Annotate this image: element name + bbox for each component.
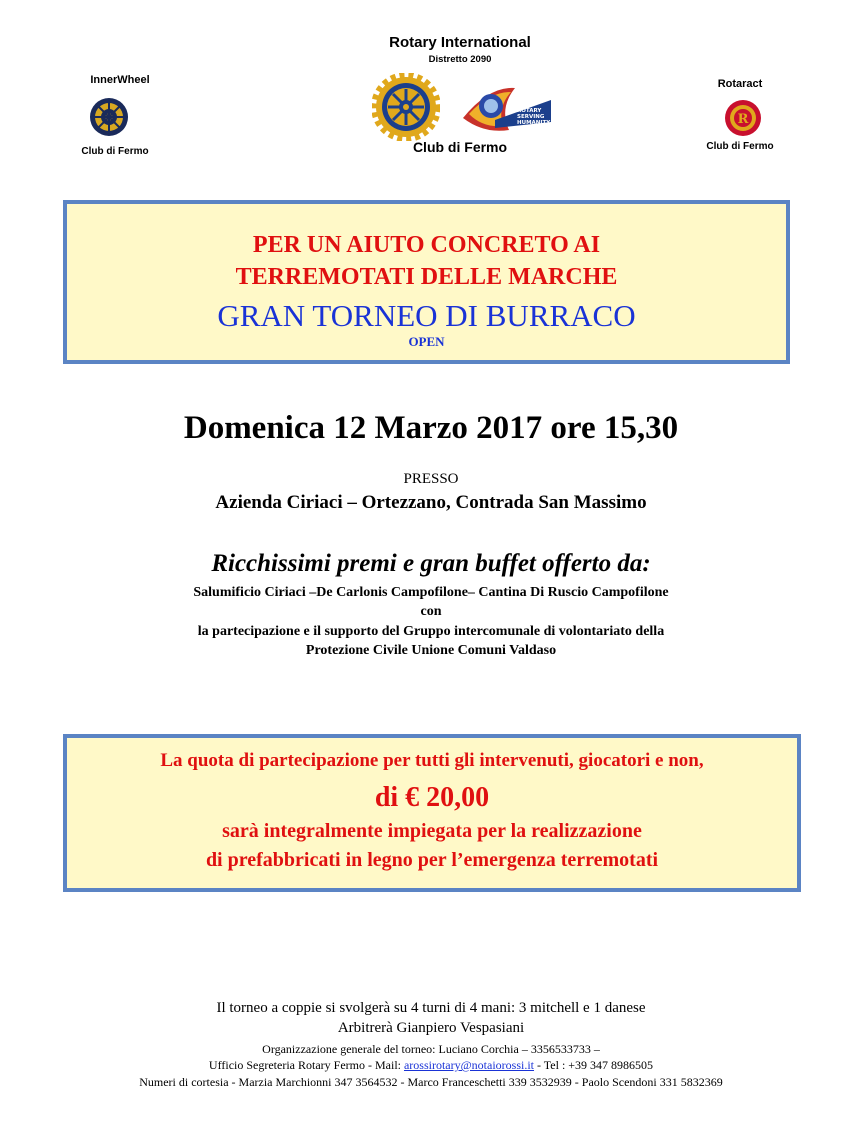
rotaract-club-name: Club di Fermo [706, 141, 774, 152]
participation-line-1: la partecipazione e il supporto del Gruppo intercomunale di volontariato della [197, 624, 665, 639]
banner-line-1: PER UN AIUTO CONCRETO AI [252, 232, 601, 258]
rotary-club-name: Club di Fermo [412, 139, 508, 155]
rotary-district: Distretto 2090 [428, 54, 492, 65]
referee-line: Arbitrerà Gianpiero Vespasiani [337, 1020, 525, 1036]
office-contact-prefix: Ufficio Segreteria Rotary Fermo - Mail: [208, 1058, 404, 1072]
event-venue: Azienda Ciriaci – Ortezzano, Contrada San Massimo [215, 492, 647, 513]
rotaract-logo-icon [720, 98, 766, 138]
prizes-heading: Ricchissimi premi e gran buffet offerto da: [211, 550, 651, 577]
courtesy-numbers-line: Numeri di cortesia - Marzia Marchionni 347 3564532 - Marco Franceschetti 339 3532939 - Paolo Scendoni 331 5832369 [139, 1075, 723, 1089]
tournament-open-label: OPEN [408, 334, 445, 349]
banner-line-2: TERREMOTATI DELLE MARCHE [235, 264, 618, 290]
svg-text:ROTARY: ROTARY [517, 108, 542, 114]
office-contact-line [0, 1058, 850, 1073]
tournament-title: GRAN TORNEO DI BURRACO [217, 298, 636, 333]
fee-amount: di € 20,00 [374, 782, 490, 813]
innerwheel-logo-icon [89, 95, 129, 139]
organization-line: Organizzazione generale del torneo: Luciano Corchia – 3356533733 – [262, 1042, 600, 1056]
svg-text:R: R [737, 112, 749, 127]
presso-label: PRESSO [403, 471, 459, 487]
event-date: Domenica 12 Marzo 2017 ore 15,30 [183, 410, 679, 446]
fee-line-4: di prefabbricati in legno per l’emergenza terremotati [205, 849, 659, 871]
tournament-format: Il torneo a coppie si svolgerà su 4 turni di 4 mani: 3 mitchell e 1 danese [216, 1000, 646, 1016]
rotaract-title: Rotaract [717, 78, 763, 90]
rotary-wheel-logo-icon [372, 73, 440, 141]
sponsors-line: Salumificio Ciriaci –De Carlonis Campofilone– Cantina Di Ruscio Campofilone [193, 585, 669, 600]
fee-box [63, 734, 801, 892]
svg-text:SERVING: SERVING [517, 114, 545, 120]
fee-line-1: La quota di partecipazione per tutti gli intervenuti, giocatori e non, [160, 750, 704, 771]
contact-email-link[interactable]: arossirotary@notaiorossi.it [403, 1058, 535, 1072]
participation-line-2: Protezione Civile Unione Comuni Valdaso [305, 643, 557, 658]
office-contact-phone: - Tel : +39 347 8986505 [534, 1058, 654, 1072]
con-label: con [420, 604, 442, 619]
title-banner [63, 200, 790, 364]
innerwheel-title: InnerWheel [90, 74, 150, 86]
rotary-serving-humanity-logo-icon [459, 78, 553, 136]
innerwheel-club-name: Club di Fermo [81, 146, 149, 157]
svg-text:HUMANITY: HUMANITY [517, 120, 551, 126]
fee-line-3: sarà integralmente impiegata per la realizzazione [222, 820, 642, 842]
rotary-international-title: Rotary International [389, 34, 531, 51]
